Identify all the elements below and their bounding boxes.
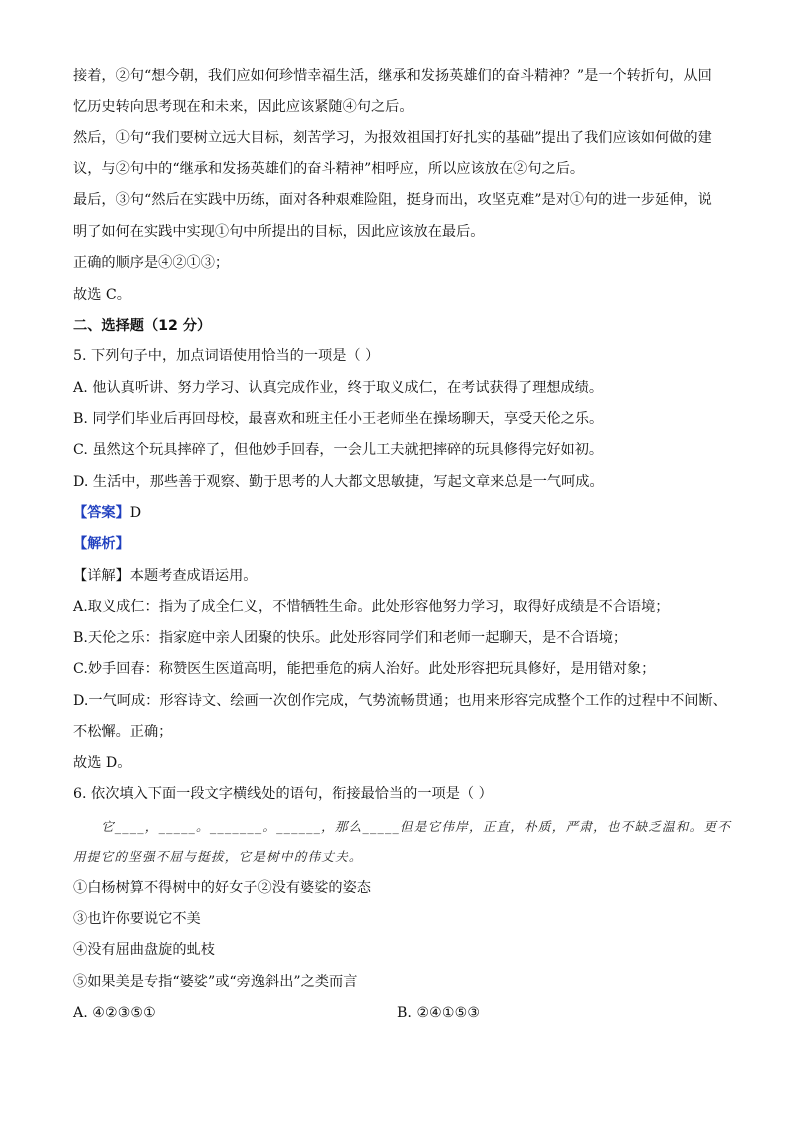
answer-value: D bbox=[129, 505, 142, 521]
explanation-line: C.妙手回春：称赞医生医道高明，能把垂危的病人治好。此处形容把玩具修好，是用错对象； bbox=[73, 661, 656, 677]
analysis-line bbox=[73, 534, 130, 554]
detail-tag: 【详解】 bbox=[73, 568, 130, 584]
question-6-option-b: B. ②④①⑤③ bbox=[397, 1005, 481, 1021]
question-5-option-a: A. 他认真听讲、努力学习、认真完成作业，终于取义成仁，在考试获得了理想成绩。 bbox=[73, 380, 604, 396]
explanation-line: B.天伦之乐：指家庭中亲人团聚的快乐。此处形容同学们和老师一起聊天，是不合语境； bbox=[73, 630, 628, 646]
explanation-line: D.一气呵成：形容诗文、绘画一次创作完成，气势流畅贯通；也用来形容完成整个工作的过程中不间断、 bbox=[73, 693, 727, 709]
text-line: 最后，③句“然后在实践中历练，面对各种艰难险阻，挺身而出，攻坚克难”是对①句的进一步延伸，说 bbox=[73, 192, 712, 208]
question-6-item: ①白杨树算不得树中的好女子②没有婆娑的姿态 bbox=[73, 880, 371, 896]
question-5-option-b: B. 同学们毕业后再回母校，最喜欢和班主任小王老师坐在操场聊天，享受天伦之乐。 bbox=[73, 411, 604, 427]
text-line: 然后，①句“我们要树立远大目标，刻苦学习，为报效祖国打好扎实的基础”提出了我们应该如何做的建 bbox=[73, 130, 712, 146]
question-6-item: ④没有屈曲盘旋的虬枝 bbox=[73, 942, 215, 958]
detail-text: 本题考查成语运用。 bbox=[129, 568, 258, 584]
conclusion-line: 故选 D。 bbox=[73, 755, 132, 771]
question-6-option-a: A. ④②③⑤① bbox=[73, 1005, 156, 1021]
question-5-option-d: D. 生活中，那些善于观察、勤于思考的人大都文思敏捷，写起文章来总是一气呵成。 bbox=[73, 474, 604, 490]
question-6-stem: 6. 依次填入下面一段文字横线处的语句，衔接最恰当的一项是（ ） bbox=[73, 786, 493, 802]
question-6-passage: 它____，_____。_______。______，那么_____但是它伟岸，正直，朴质，严肃，也不缺乏温和。更不 bbox=[101, 819, 732, 834]
question-5-option-c: C. 虽然这个玩具摔碎了，但他妙手回春，一会儿工夫就把摔碎的玩具修得完好如初。 bbox=[73, 442, 604, 458]
explanation-line: A.取义成仁：指为了成全仁义，不惜牺牲生命。此处形容他努力学习，取得好成绩是不合语境； bbox=[73, 599, 670, 615]
detail-line bbox=[73, 566, 257, 586]
text-line: 明了如何在实践中实现①句中所提出的目标，因此应该放在最后。 bbox=[73, 224, 485, 240]
analysis-tag: 【解析】 bbox=[73, 536, 130, 552]
question-6-item: ③也许你要说它不美 bbox=[73, 911, 201, 927]
text-line: 故选 C。 bbox=[73, 287, 131, 303]
text-line: 议，与②句中的“继承和发扬英雄们的奋斗精神”相呼应，所以应该放在②句之后。 bbox=[73, 161, 585, 177]
answer-tag: 【答案】 bbox=[73, 505, 130, 521]
explanation-line: 不松懈。正确； bbox=[73, 724, 173, 740]
question-6-item: ⑤如果美是专指“婆娑”或“旁逸斜出”之类而言 bbox=[73, 974, 358, 990]
question-5-stem: 5. 下列句子中，加点词语使用恰当的一项是（ ） bbox=[73, 348, 380, 364]
section-heading: 二、选择题（12 分） bbox=[73, 318, 212, 334]
text-line: 忆历史转向思考现在和未来，因此应该紧随④句之后。 bbox=[73, 99, 414, 115]
answer-line bbox=[73, 503, 141, 523]
question-6-passage: 用提它的坚强不屈与挺拔，它是树中的伟丈夫。 bbox=[73, 849, 363, 864]
text-line: 接着，②句“想今朝，我们应如何珍惜幸福生活，继承和发扬英雄们的奋斗精神？”是一个转折句，从回 bbox=[73, 68, 712, 84]
text-line: 正确的顺序是④②①③； bbox=[73, 255, 230, 271]
